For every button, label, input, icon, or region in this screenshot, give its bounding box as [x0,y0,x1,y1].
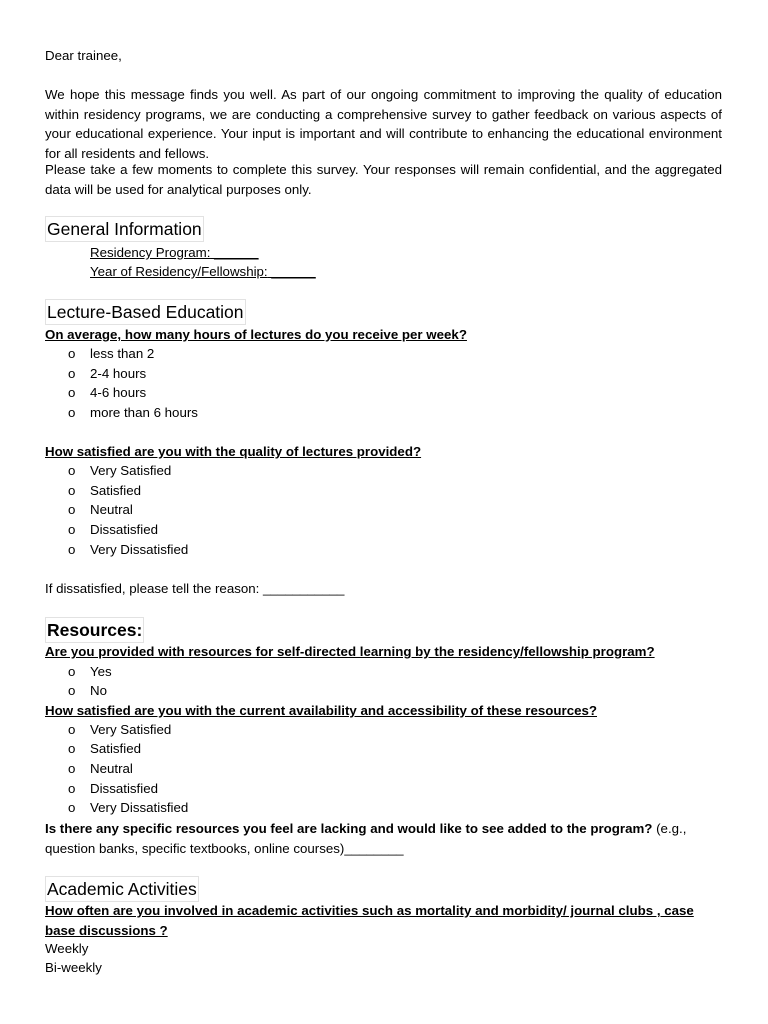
option-label: No [90,683,107,698]
option-bullet: o [68,761,76,776]
option-bullet: o [68,683,76,698]
option-label: Very Satisfied [90,722,172,737]
option-label: Very Dissatisfied [90,542,189,557]
lacking-resources-question-text: Is there any specific resources you feel are lacking and would like to see added to the program? [45,821,653,836]
option-no[interactable] [68,681,107,701]
option-label: 4-6 hours [90,385,147,400]
option-very-satisfied[interactable] [68,461,171,481]
option-very-dissatisfied[interactable] [68,798,188,818]
lacking-resources-question[interactable] [45,819,722,858]
option-bullet: o [68,522,76,537]
year-of-residency-label: Year of Residency/Fellowship: [90,264,268,279]
option-bi-weekly[interactable]: Bi-weekly [45,960,102,975]
option-label: Dissatisfied [90,522,158,537]
option-neutral[interactable] [68,759,133,779]
intro-paragraph-2: Please take a few moments to complete this survey. Your responses will remain confidential, and the aggregated data will be used for analytical purposes only. [45,162,722,197]
option-satisfied[interactable] [68,481,141,501]
option-bullet: o [68,405,76,420]
option-less-than-2[interactable] [68,344,154,364]
option-bullet: o [68,542,76,557]
option-bullet: o [68,722,76,737]
academic-activities-heading: Academic Activities [45,876,199,902]
option-label: Very Dissatisfied [90,800,189,815]
lacking-resources-hint: (e.g., question banks, specific textbooks, online courses)________ [45,821,687,856]
option-label: Dissatisfied [90,781,158,796]
option-label: Neutral [90,761,133,776]
option-bullet: o [68,385,76,400]
option-label: 2-4 hours [90,366,147,381]
option-bullet: o [68,781,76,796]
greeting: Dear trainee, [45,48,122,63]
option-dissatisfied[interactable] [68,520,158,540]
residency-program-label: Residency Program: [90,245,211,260]
option-label: less than 2 [90,346,155,361]
option-very-satisfied[interactable] [68,720,171,740]
option-yes[interactable] [68,662,112,682]
residency-program-field[interactable] [90,243,259,263]
option-satisfied[interactable] [68,739,141,759]
residency-program-blank[interactable]: ______ [210,245,259,260]
option-4-6-hours[interactable] [68,383,146,403]
resources-heading: Resources: [45,617,144,643]
option-bullet: o [68,366,76,381]
option-weekly[interactable]: Weekly [45,941,89,956]
option-bullet: o [68,346,76,361]
option-bullet: o [68,741,76,756]
option-label: Very Satisfied [90,463,172,478]
lecture-satisfaction-question: How satisfied are you with the quality of lectures provided? [45,444,422,459]
option-label: Satisfied [90,741,141,756]
resources-provided-question: Are you provided with resources for self-directed learning by the residency/fellowship program? [45,644,655,659]
lecture-hours-question: On average, how many hours of lectures do you receive per week? [45,327,467,342]
resources-satisfaction-question: How satisfied are you with the current availability and accessibility of these resources? [45,703,598,718]
option-bullet: o [68,502,76,517]
option-neutral[interactable] [68,500,133,520]
option-bullet: o [68,483,76,498]
option-label: Satisfied [90,483,141,498]
option-bullet: o [68,463,76,478]
general-information-heading: General Information [45,216,204,242]
option-label: Yes [90,664,112,679]
option-label: Neutral [90,502,133,517]
dissatisfied-reason-field[interactable]: If dissatisfied, please tell the reason: ___________ [45,581,345,596]
option-2-4-hours[interactable] [68,364,146,384]
intro-paragraph-1: We hope this message finds you well. As part of our ongoing commitment to improving the quality of education within residency programs, we are conducting a comprehensive survey to gather feedback on various aspects of your educational experience. Your input is important and will contribute to enhancing the educational environment for all residents and fellows. [45,87,722,161]
option-very-dissatisfied[interactable] [68,540,188,560]
year-of-residency-blank[interactable]: ______ [267,264,316,279]
option-bullet: o [68,664,76,679]
option-dissatisfied[interactable] [68,779,158,799]
lecture-based-education-heading: Lecture-Based Education [45,299,246,325]
option-bullet: o [68,800,76,815]
academic-frequency-question: How often are you involved in academic activities such as mortality and morbidity/ journal clubs , case base discussions ? [45,903,694,938]
option-label: more than 6 hours [90,405,198,420]
year-of-residency-field[interactable] [90,262,316,282]
option-more-than-6-hours[interactable] [68,403,198,423]
